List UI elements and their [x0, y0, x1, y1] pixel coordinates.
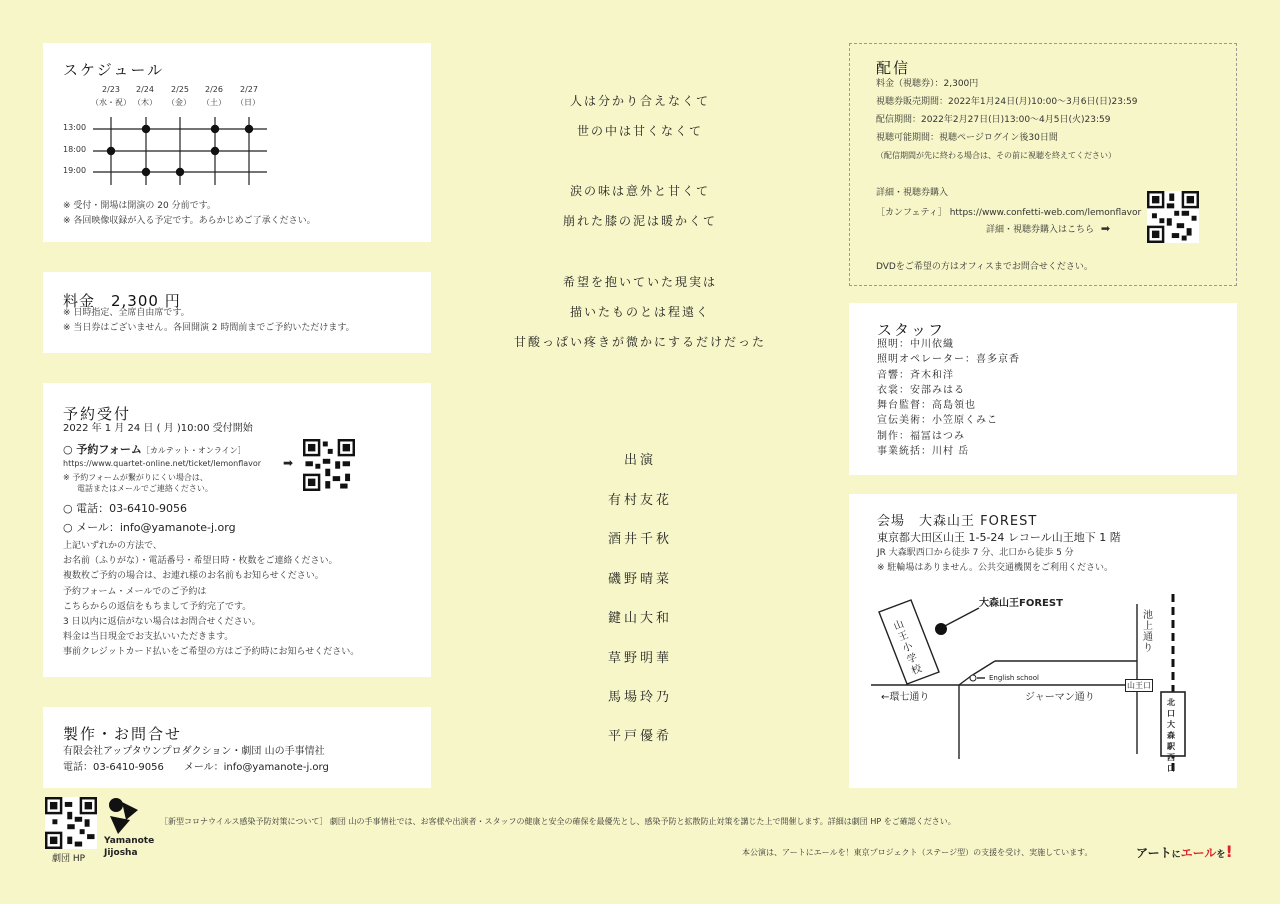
res-body-6: 料金は当日現金でお支払いいただきます。: [63, 632, 234, 643]
date-0: 2/23: [102, 85, 120, 94]
staff-line-7: 事業統括：川村 岳: [877, 446, 970, 458]
cast-name-0: 有村友花: [607, 493, 672, 508]
yamanote-logo-icon: [104, 796, 142, 836]
map-school-label: 山王小学校: [892, 618, 924, 678]
venue-note: ※ 駐輪場はありません。公共交通機関をご利用ください。: [877, 563, 1113, 573]
res-body-2: 複数枚ご予約の場合は、お連れ様のお名前もお知らせください。: [63, 571, 324, 582]
date-1: 2/24: [136, 85, 154, 94]
venue-marker: [935, 623, 947, 635]
schedule-panel: [43, 43, 431, 242]
stream-panel: [849, 43, 1237, 286]
logo-text-1: Yamanote: [104, 836, 155, 846]
stream-qr-icon[interactable]: [1147, 191, 1199, 247]
res-body-5: 3 日以内に返信がない場合はお問合せください。: [63, 617, 261, 628]
day-2: （金）: [167, 98, 191, 107]
art-yell-a: アート: [1136, 846, 1172, 860]
price-panel: [43, 272, 431, 353]
cast-name-6: 平戸優希: [607, 729, 672, 744]
stream-line-2: 配信期間：2022年2月27日(日)13:00～4月5日(火)23:59: [876, 115, 1111, 125]
stream-line-0: 料金（視聴券）：2,300円: [876, 79, 979, 89]
show-2-24-13: [142, 125, 150, 133]
covid-notice: ［新型コロナウイルス感染予防対策について］ 劇団 山の手事情社では、お客様や出演者・スタッフの健康と安全の確保を最優先とし、感染予防と拡散防止対策を講じた上で開催します。詳細は劇団 HP をご確認ください。: [160, 817, 956, 826]
price-note-2: ※ 当日券はございません。各回開演 2 時間前までご予約いただけます。: [63, 323, 355, 333]
date-3: 2/26: [205, 85, 223, 94]
map-forest-label: 大森山王FOREST: [979, 598, 1063, 609]
art-yell-d: を: [1216, 850, 1226, 860]
map-german-label: ジャーマン通り: [1025, 692, 1095, 703]
form-sub: ［カルテット・オンライン］: [141, 446, 246, 455]
res-body-1: お名前（ふりがな）・電話番号・希望日時・枚数をご連絡ください。: [63, 556, 338, 567]
contact-title: 製作・お問合せ: [63, 725, 183, 743]
staff-line-3: 衣裳：安部みはる: [877, 384, 965, 396]
day-3: （土）: [202, 98, 226, 107]
res-body-3: 予約フォーム・メールでのご予約は: [63, 586, 207, 597]
stream-title: 配信: [876, 59, 911, 77]
poem-line-4: 希望を抱いていた現実は: [562, 275, 717, 289]
stream-detail-2[interactable]: 詳細・視聴券購入はこちら: [986, 225, 1095, 235]
staff-line-6: 制作：福冨はつみ: [877, 430, 965, 442]
map-ikegami-label: 池上通り: [1143, 610, 1153, 654]
staff-title: スタッフ: [877, 321, 946, 339]
contact-line-1: 有限会社アップタウンプロダクション・劇団 山の手事情社: [63, 746, 325, 757]
time-1: 18:00: [63, 145, 87, 154]
art-yell-b: に: [1171, 850, 1181, 860]
day-0: （水・祝）: [91, 98, 131, 107]
map-station-label: 北口 大森駅 西口: [1167, 698, 1175, 773]
form-label: ○ 予約フォーム: [63, 443, 142, 456]
venue-address: 東京都大田区山王 1-5-24 レコール山王地下 1 階: [877, 531, 1121, 544]
show-2-24-19: [142, 168, 150, 176]
stream-url[interactable]: ［カンフェティ］ https://www.confetti-web.com/lemonflavor: [876, 208, 1142, 218]
show-2-26-18: [211, 147, 219, 155]
day-1: （木）: [133, 98, 157, 107]
map-kannana-label: ←環七通り: [881, 692, 930, 703]
contact-panel: [43, 707, 431, 788]
cast-name-1: 酒井千秋: [607, 532, 672, 547]
show-2-25-19: [176, 168, 184, 176]
reservation-phone: ○ 電話：03-6410-9056: [63, 502, 188, 515]
reservation-panel: [43, 383, 431, 677]
art-yell-logo: [1136, 842, 1233, 861]
res-body-7: 事前クレジットカード払いをご希望の方はご予約時にお知らせください。: [63, 647, 360, 658]
stream-line-1: 視聴券販売期間：2022年1月24日(月)10:00～3月6日(日)23:59: [876, 97, 1138, 107]
day-4: （日）: [236, 98, 260, 107]
staff-line-5: 宣伝美術：小笠原くみこ: [877, 415, 998, 427]
date-4: 2/27: [240, 85, 258, 94]
cast-name-2: 磯野晴菜: [607, 572, 672, 587]
stream-detail: 詳細・視聴券購入: [876, 188, 949, 198]
show-2-26-13: [211, 125, 219, 133]
contact-line-2: 電話：03-6410-9056 メール：info@yamanote-j.org: [63, 762, 329, 773]
stream-line-4: （配信期間が先に終わる場合は、その前に視聴を終えてください）: [876, 151, 1116, 160]
cast-title: 出演: [623, 453, 656, 468]
show-2-23-18: [107, 147, 115, 155]
reservation-title: 予約受付: [63, 405, 132, 423]
time-2: 19:00: [63, 166, 87, 175]
staff-line-1: 照明オペレーター：喜多京香: [877, 354, 1020, 366]
price-note-1: ※ 日時指定、全席自由席です。: [63, 308, 190, 318]
art-yell-e: !: [1225, 842, 1233, 861]
reservation-mail[interactable]: ○ メール：info@yamanote-j.org: [63, 521, 236, 534]
form-note-1: ※ 予約フォームが繋がりにくい場合は、: [63, 473, 208, 482]
res-body-0: 上記いずれかの方法で、: [63, 541, 162, 551]
venue-title: 会場 大森山王 FOREST: [877, 514, 1038, 529]
reservation-qr-icon[interactable]: [303, 439, 355, 495]
support-notice: 本公演は、アートにエールを！東京プロジェクト（ステージ型）の支援を受け、実施しています。: [742, 848, 1093, 857]
map-english-label: English school: [989, 674, 1039, 682]
cast-name-4: 草野明華: [607, 651, 672, 666]
poem-line-1: 世の中は甘くなくて: [576, 124, 703, 138]
arrow-right-icon: ➡: [283, 456, 294, 470]
venue-access: JR 大森駅西口から徒歩 7 分、北口から徒歩 5 分: [877, 548, 1074, 558]
footer-qr-label: 劇団 HP: [52, 854, 86, 864]
poem-line-6: 甘酸っぱい疼きが微かにするだけだった: [513, 335, 766, 349]
staff-panel: [849, 303, 1237, 475]
map-sanno-label: 山王口: [1127, 681, 1151, 690]
poem-line-5: 描いたものとは程遠く: [569, 305, 710, 319]
form-note-2: 電話またはメールでご連絡ください。: [77, 484, 213, 493]
schedule-note-2: ※ 各回映像収録が入る予定です。あらかじめご了承ください。: [63, 216, 316, 226]
cast-name-3: 鍵山大和: [607, 611, 672, 626]
stream-line-3: 視聴可能期間：視聴ページログイン後30日間: [876, 133, 1058, 143]
price-title: 料金 2,300 円: [63, 292, 181, 310]
staff-line-2: 音響：斉木和洋: [877, 369, 954, 381]
res-body-4: こちらからの返信をもちまして予約完了です。: [63, 601, 252, 612]
poem-line-3: 崩れた膝の泥は暖かくて: [562, 214, 717, 228]
staff-line-0: 照明：中川依織: [877, 339, 954, 350]
poem-line-0: 人は分かり合えなくて: [569, 94, 710, 108]
date-2: 2/25: [171, 85, 189, 94]
venue-panel: [849, 494, 1237, 788]
schedule-title: スケジュール: [63, 61, 165, 79]
time-0: 13:00: [63, 123, 87, 132]
footer-qr-icon[interactable]: [45, 797, 97, 853]
arrow-right-icon: ➡: [1100, 222, 1111, 235]
art-yell-c: エール: [1180, 846, 1217, 860]
form-url[interactable]: https://www.quartet-online.net/ticket/lemonflavor: [63, 459, 262, 468]
cast-name-5: 馬場玲乃: [607, 690, 672, 705]
reservation-start: 2022 年 1 月 24 日 ( 月 )10:00 受付開始: [63, 423, 253, 434]
schedule-note-1: ※ 受付・開場は開演の 20 分前です。: [63, 201, 216, 211]
stream-dvd: DVDをご希望の方はオフィスまでお問合せください。: [876, 262, 1093, 272]
logo-text-2: Jijosha: [104, 848, 138, 858]
poem-line-2: 涙の味は意外と甘くて: [569, 184, 710, 198]
show-2-27-13: [245, 125, 253, 133]
staff-line-4: 舞台監督：高島領也: [877, 400, 976, 412]
